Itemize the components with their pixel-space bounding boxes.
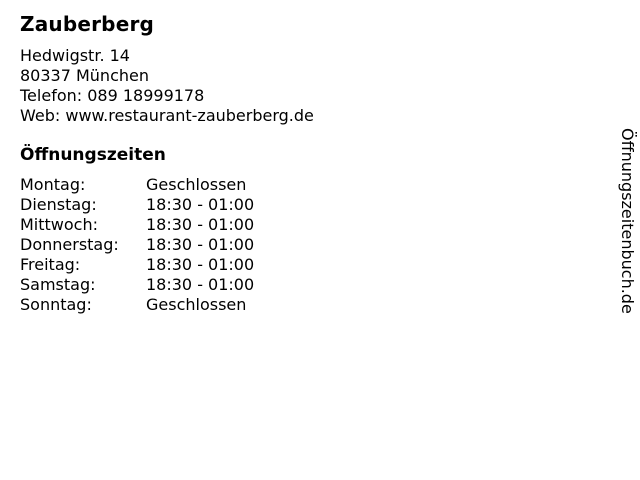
hours-row-tuesday [20, 195, 314, 215]
main-content [20, 12, 314, 315]
hours-row-saturday [20, 275, 314, 295]
hours-row-monday [20, 175, 314, 195]
hours-row-thursday [20, 235, 314, 255]
time-value: 18:30 - 01:00 [146, 215, 255, 234]
hours-row-sunday [20, 295, 314, 315]
city-address: 80337 München [20, 66, 149, 85]
opening-hours-heading: Öffnungszeiten [20, 145, 166, 165]
time-value: 18:30 - 01:00 [146, 255, 255, 274]
day-label: Dienstag: [20, 195, 97, 214]
time-value: 18:30 - 01:00 [146, 235, 255, 254]
street-address: Hedwigstr. 14 [20, 46, 130, 65]
time-value: Geschlossen [146, 295, 247, 314]
business-name-heading: Zauberberg [20, 12, 155, 36]
hours-row-friday [20, 255, 314, 275]
hours-row-wednesday [20, 215, 314, 235]
day-label: Samstag: [20, 275, 96, 294]
day-label: Freitag: [20, 255, 81, 274]
day-label: Sonntag: [20, 295, 92, 314]
day-label: Mittwoch: [20, 215, 98, 234]
contact-block [20, 46, 314, 126]
time-value: 18:30 - 01:00 [146, 275, 255, 294]
day-label: Montag: [20, 175, 86, 194]
website-line: Web: www.restaurant-zauberberg.de [20, 106, 314, 125]
phone-line: Telefon: 089 18999178 [20, 86, 205, 105]
time-value: 18:30 - 01:00 [146, 195, 255, 214]
day-label: Donnerstag: [20, 235, 119, 254]
opening-hours-table [20, 175, 314, 315]
time-value: Geschlossen [146, 175, 247, 194]
oeffnungszeitenbuch-watermark: Öffnungszeitenbuch.de [618, 128, 637, 314]
